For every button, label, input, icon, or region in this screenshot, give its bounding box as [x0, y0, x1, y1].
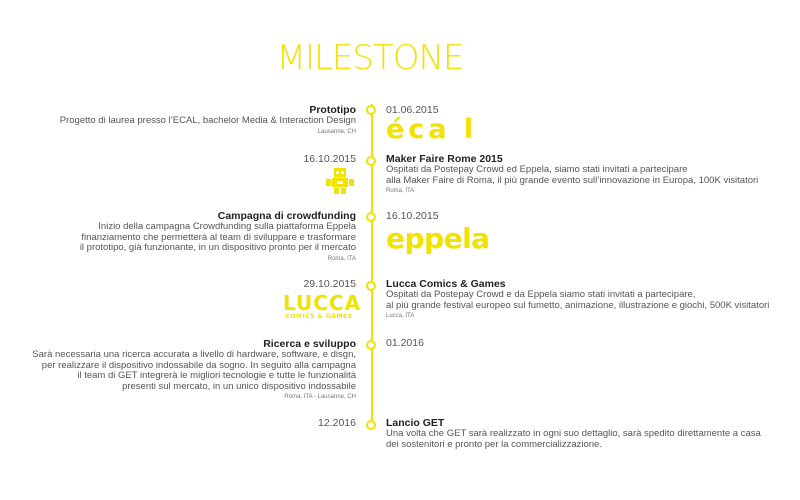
milestone-date: 12.2016 [318, 417, 356, 429]
milestone-place: Roma, ITA [386, 188, 415, 194]
lucca-logo-subtext: COMICS & GAMES [285, 313, 353, 320]
timeline-dot [366, 156, 376, 166]
milestone-date: 01.06.2015 [386, 104, 439, 116]
milestone-description-line: Una volta che GET sarà realizzato in ogni suo dettaglio, sarà spedito direttamente a casa [386, 428, 761, 439]
milestone-description-line: alla Maker Faire di Roma, il più grande evento sull’innovazione in Europa, 100K visitatori [386, 174, 759, 186]
milestone-description-line: al più grande festival europeo sul fumetto, animazione, illustrazione e giochi, 500K visitatori [386, 299, 770, 311]
milestone-description-line: presenti sul mercato, in un unico dispositivo indossabile [122, 380, 356, 392]
milestone-prototipo [36, 104, 356, 137]
milestone-description: Progetto di laurea presso l’ECAL, bachelor Media & Interaction Design [59, 115, 356, 126]
milestone-ricerca [16, 338, 356, 402]
timeline-axis [371, 104, 373, 424]
maker-faire-robot-icon [325, 168, 355, 199]
milestone-crowdfunding [36, 210, 356, 264]
ecal-logo: éca l [386, 114, 478, 145]
timeline-dot [366, 212, 376, 222]
milestone-description-line: Sarà necessaria una ricerca accurata a livello di hardware, software, e disgn, [32, 349, 356, 360]
timeline-dot [366, 340, 376, 350]
milestone-description-line: Ospitati da Postepay Crowd ed Eppela, siamo stati invitati a partecipare [386, 164, 688, 175]
milestone-title: Lancio GET [386, 417, 445, 429]
milestone-place: Lausanne, CH [317, 128, 356, 135]
timeline-dot [366, 420, 376, 430]
milestone-title: Campagna di crowdfunding [217, 210, 356, 222]
milestone-date: 01.2016 [386, 337, 424, 349]
milestone-title: Prototipo [309, 104, 356, 116]
lucca-comics-logo [283, 291, 362, 320]
milestone-title: Lucca Comics & Games [386, 278, 506, 290]
milestone-title: Ricerca e sviluppo [263, 338, 356, 350]
milestone-description-line: il team di GET integrerà le migliori tecnologie e tutte le funzionalità [77, 370, 356, 381]
milestone-description-line: Ospitati da Postepay Crowd e da Eppela siamo stati invitati a partecipare, [386, 289, 696, 300]
eppela-logo: eppela [386, 222, 490, 255]
timeline-dot [366, 281, 376, 291]
milestone-description-line: Inizio della campagna Crowdfunding sulla piattaforma Eppela [98, 221, 356, 232]
milestone-maker-faire [386, 153, 786, 196]
milestone-date: 16.10.2015 [386, 210, 439, 222]
milestone-title: Maker Faire Rome 2015 [386, 153, 503, 165]
milestone-description-line: per realizzare il dispositivo indossabile da sogno. In seguito alla campagna [41, 359, 356, 371]
page-title: MILESTONE [276, 38, 464, 78]
milestone-lucca [386, 278, 786, 321]
milestone-date: 29.10.2015 [303, 278, 356, 290]
milestone-description-line: il prototipo, già funzionante, in un dispositivo pronto per il mercato [79, 242, 356, 253]
milestone-description-line: dei sostenitori e pronto per la commercializzazione. [386, 438, 602, 450]
milestone-lancio-get [386, 417, 786, 450]
milestone-place: Lucca, ITA [386, 313, 415, 319]
milestone-date: 16.10.2015 [303, 153, 356, 165]
milestone-description-line: finanziamento che permetterà al team di sviluppare e trasformare [81, 231, 356, 243]
milestone-place: Roma, ITA [327, 255, 356, 262]
lucca-logo-text: LUCCA [283, 291, 362, 315]
timeline-dot [366, 105, 376, 115]
milestone-place: Roma, ITA - Lausanne, CH [284, 394, 356, 400]
